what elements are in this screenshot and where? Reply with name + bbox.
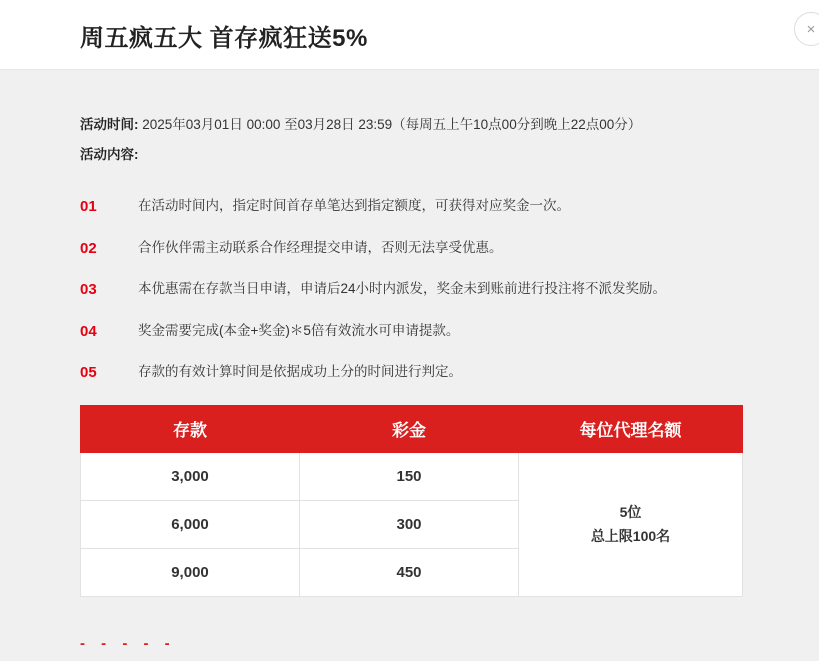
rules-list (80, 197, 739, 383)
quota-line-1: 5位 (619, 503, 642, 520)
list-item (80, 239, 739, 259)
prize-table (80, 405, 743, 597)
table-header-row (81, 405, 743, 452)
cell-bonus: 450 (300, 548, 519, 596)
close-icon-glyph: × (806, 20, 816, 38)
table-header-bonus: 彩金 (300, 405, 519, 452)
cell-bonus: 150 (300, 452, 519, 500)
footer-decoration: - - - - - (80, 635, 176, 647)
rule-text: 合作伙伴需主动联系合作经理提交申请，否则无法享受优惠。 (138, 239, 503, 255)
rule-number: 05 (80, 364, 97, 382)
list-item (80, 197, 739, 217)
page-content (0, 70, 819, 597)
activity-time-row (80, 112, 739, 138)
rule-number: 04 (80, 322, 97, 340)
activity-meta (80, 70, 739, 167)
rule-number: 01 (80, 198, 97, 216)
activity-time-label: 活动时间: (80, 117, 139, 132)
rule-text: 在活动时间内，指定时间首存单笔达到指定额度，可获得对应奖金一次。 (138, 198, 570, 214)
cell-deposit: 6,000 (81, 500, 300, 548)
table-row (81, 452, 743, 500)
page-title: 周五疯五大 首存疯狂送5% (80, 25, 368, 52)
quota-line-2: 总上限100名 (590, 528, 671, 545)
rule-text: 本优惠需在存款当日申请，申请后24小时内派发，奖金未到账前进行投注将不派发奖励。 (138, 281, 667, 297)
list-item (80, 363, 739, 383)
rule-number: 03 (80, 281, 97, 299)
table-header-quota: 每位代理名额 (519, 405, 743, 452)
rule-text: 存款的有效计算时间是依据成功上分的时间进行判定。 (138, 364, 462, 380)
page-header (0, 0, 819, 70)
cell-deposit: 9,000 (81, 548, 300, 596)
activity-content-label: 活动内容: (80, 146, 139, 162)
close-icon[interactable] (794, 12, 819, 46)
rule-text: 奖金需要完成(本金+奖金)＊5倍有效流水可申请提款。 (138, 322, 460, 338)
list-item (80, 280, 739, 300)
list-item (80, 322, 739, 342)
prize-table-wrapper (80, 405, 733, 597)
cell-deposit: 3,000 (81, 452, 300, 500)
cell-bonus: 300 (300, 500, 519, 548)
cell-quota (519, 452, 743, 596)
rule-number: 02 (80, 239, 97, 257)
activity-time-value: 2025年03月01日 00:00 至03月28日 23:59（每周五上午10点00分到晚上22点00分） (138, 117, 642, 132)
table-header-deposit: 存款 (81, 405, 300, 452)
